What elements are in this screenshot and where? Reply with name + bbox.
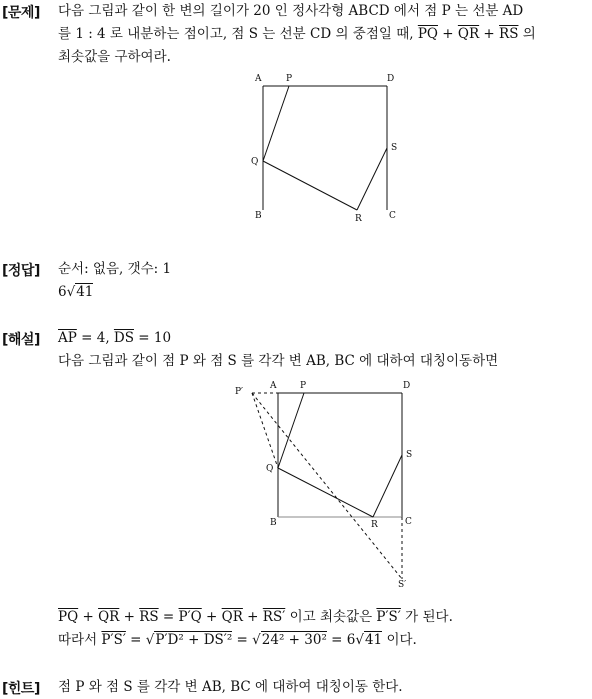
- label-p: P: [286, 74, 293, 84]
- label-c2: C: [405, 517, 412, 527]
- label-d: D: [387, 74, 395, 84]
- label-r2: R: [371, 520, 378, 530]
- answer-value: 6√41: [58, 284, 94, 300]
- answer-tag: [정답]: [2, 263, 40, 279]
- solution-figure: [232, 377, 432, 587]
- problem-figure: [240, 68, 410, 228]
- label-s2: S: [406, 450, 413, 460]
- equation-2: 따라서 P′S′ = √P′D² + DS′² = √24² + 30² = 6√41 이다.: [58, 632, 417, 648]
- answer-body: [58, 258, 588, 304]
- equation-1: $\overline{PQ} + \overline{QR} + \overline{RS} = P'Q + \overline{QR} + RS'$ 이고 최솟값은 P′S′ 가 된다.: [58, 609, 453, 625]
- problem-line-1: 다음 그림과 같이 한 변의 길이가 20 인 정사각형 ABCD 에서 점 P 는 선분 AD: [58, 3, 524, 19]
- problem-body: [58, 0, 588, 69]
- label-p-prime: P′: [235, 387, 244, 397]
- hint-tag: [힌트]: [2, 681, 40, 697]
- solution-body: [58, 327, 588, 373]
- problem-tag: [문제]: [2, 5, 40, 21]
- segment-rs: $\overline{RS}$: [499, 26, 519, 42]
- solution-tag: [해설]: [2, 332, 40, 348]
- solution-line-2: 다음 그림과 같이 점 P 와 점 S 를 각각 변 AB, BC 에 대하여 대칭이동하면: [58, 353, 499, 369]
- label-r: R: [355, 214, 362, 224]
- solution-line-1: $\overline{AP} = 4$, $\overline{DS} = 10$: [58, 330, 172, 346]
- label-s-prime: S′: [398, 580, 407, 587]
- label-p2: P: [300, 381, 307, 391]
- problem-line-2: 를 1 : 4 로 내분하는 점이고, 점 S 는 선분 CD 의 중점일 때, $\overline{PQ} + \overline{QR} + \overline{RS}$ 의: [58, 26, 536, 42]
- hint-body: [58, 676, 588, 699]
- answer-meta: 순서: 없음, 갯수: 1: [58, 261, 172, 277]
- segment-pq: $\overline{PQ}$: [417, 26, 438, 42]
- segment-qr: $\overline{QR}$: [457, 26, 480, 42]
- label-q: Q: [251, 157, 259, 167]
- label-b: B: [255, 211, 262, 221]
- label-d2: D: [403, 381, 411, 391]
- label-a2: A: [270, 381, 277, 391]
- label-c: C: [389, 211, 396, 221]
- label-b2: B: [270, 518, 277, 528]
- label-s: S: [391, 143, 398, 153]
- solution-equations: [58, 606, 588, 652]
- label-q2: Q: [266, 464, 274, 474]
- problem-line-3: 최솟값을 구하여라.: [58, 49, 171, 65]
- label-a: A: [255, 74, 262, 84]
- hint-text: 점 P 와 점 S 를 각각 변 AB, BC 에 대하여 대칭이동 한다.: [58, 679, 403, 695]
